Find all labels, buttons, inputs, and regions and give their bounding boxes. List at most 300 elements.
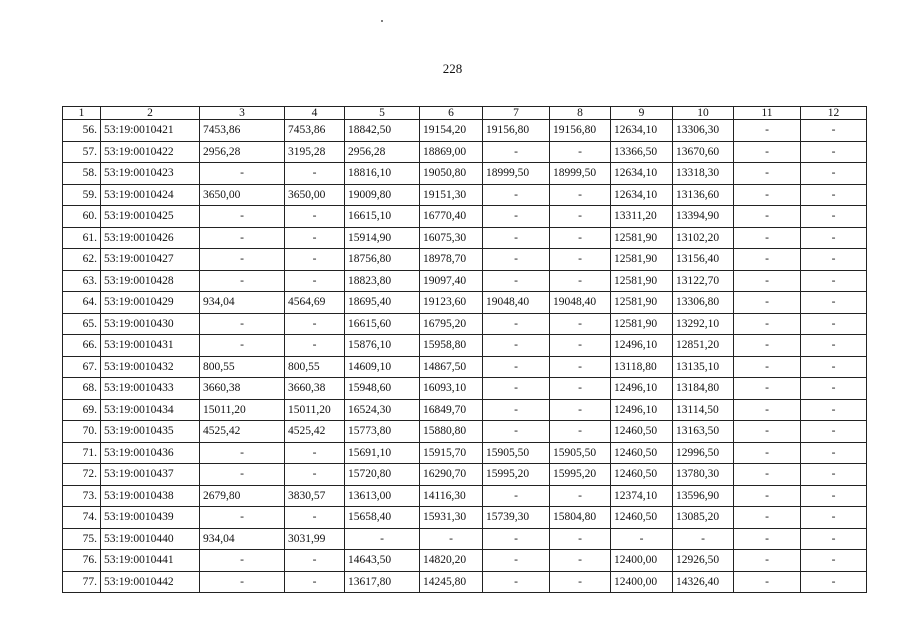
table-row [63, 313, 867, 335]
row-number-cell: 59. [63, 184, 101, 206]
value-cell: - [483, 528, 550, 550]
value-cell: - [200, 335, 285, 357]
table-row [63, 356, 867, 378]
value-cell: 12400,00 [611, 571, 673, 593]
value-cell: 13311,20 [611, 206, 673, 228]
value-cell: - [734, 120, 801, 142]
value-cell: - [483, 378, 550, 400]
value-cell: - [801, 120, 867, 142]
value-cell: 15876,10 [345, 335, 420, 357]
cadastral-number-cell: 53:19:0010430 [101, 313, 200, 335]
row-number-cell: 72. [63, 464, 101, 486]
value-cell: - [285, 206, 345, 228]
value-cell: - [200, 442, 285, 464]
data-table [62, 106, 867, 593]
value-cell: 15905,50 [550, 442, 611, 464]
value-cell: 15995,20 [483, 464, 550, 486]
value-cell: 16524,30 [345, 399, 420, 421]
table-row [63, 227, 867, 249]
row-number-cell: 65. [63, 313, 101, 335]
table-row [63, 141, 867, 163]
value-cell: - [483, 249, 550, 271]
value-cell: - [734, 249, 801, 271]
row-number-cell: 77. [63, 571, 101, 593]
value-cell: 13366,50 [611, 141, 673, 163]
column-header: 5 [345, 107, 420, 120]
value-cell: 19048,40 [483, 292, 550, 314]
value-cell: - [734, 571, 801, 593]
table-row [63, 507, 867, 529]
value-cell: 15804,80 [550, 507, 611, 529]
value-cell: - [734, 141, 801, 163]
row-number-cell: 69. [63, 399, 101, 421]
value-cell: 800,55 [200, 356, 285, 378]
cadastral-number-cell: 53:19:0010432 [101, 356, 200, 378]
row-number-cell: 61. [63, 227, 101, 249]
value-cell: 14245,80 [420, 571, 483, 593]
value-cell: 12460,50 [611, 464, 673, 486]
table-row [63, 270, 867, 292]
row-number-cell: 70. [63, 421, 101, 443]
column-header: 4 [285, 107, 345, 120]
value-cell: 12496,10 [611, 378, 673, 400]
value-cell: 19097,40 [420, 270, 483, 292]
table-row [63, 421, 867, 443]
value-cell: 19156,80 [483, 120, 550, 142]
value-cell: 12581,90 [611, 227, 673, 249]
value-cell: 12634,10 [611, 163, 673, 185]
row-number-cell: 64. [63, 292, 101, 314]
value-cell: - [285, 335, 345, 357]
value-cell: 12496,10 [611, 399, 673, 421]
value-cell: - [420, 528, 483, 550]
value-cell: - [801, 421, 867, 443]
value-cell: - [550, 378, 611, 400]
value-cell: 7453,86 [200, 120, 285, 142]
value-cell: - [611, 528, 673, 550]
value-cell: - [673, 528, 734, 550]
value-cell: 4525,42 [285, 421, 345, 443]
table-row [63, 335, 867, 357]
cadastral-number-cell: 53:19:0010437 [101, 464, 200, 486]
value-cell: 14820,20 [420, 550, 483, 572]
value-cell: 12460,50 [611, 507, 673, 529]
value-cell: - [801, 528, 867, 550]
value-cell: - [801, 249, 867, 271]
value-cell: 12460,50 [611, 421, 673, 443]
value-cell: 15011,20 [285, 399, 345, 421]
cadastral-number-cell: 53:19:0010438 [101, 485, 200, 507]
cadastral-number-cell: 53:19:0010428 [101, 270, 200, 292]
value-cell: 12581,90 [611, 249, 673, 271]
value-cell: 4564,69 [285, 292, 345, 314]
cadastral-number-cell: 53:19:0010442 [101, 571, 200, 593]
cadastral-number-cell: 53:19:0010436 [101, 442, 200, 464]
value-cell: - [550, 184, 611, 206]
table-row [63, 163, 867, 185]
value-cell: - [734, 528, 801, 550]
value-cell: 2956,28 [200, 141, 285, 163]
value-cell: - [734, 335, 801, 357]
value-cell: - [345, 528, 420, 550]
value-cell: 13085,20 [673, 507, 734, 529]
value-cell: 19009,80 [345, 184, 420, 206]
cadastral-number-cell: 53:19:0010433 [101, 378, 200, 400]
value-cell: 15720,80 [345, 464, 420, 486]
value-cell: - [734, 206, 801, 228]
value-cell: - [734, 313, 801, 335]
value-cell: - [801, 227, 867, 249]
value-cell: 15915,70 [420, 442, 483, 464]
value-cell: - [734, 442, 801, 464]
cadastral-number-cell: 53:19:0010425 [101, 206, 200, 228]
value-cell: - [801, 356, 867, 378]
value-cell: 13136,60 [673, 184, 734, 206]
column-header: 6 [420, 107, 483, 120]
value-cell: 12374,10 [611, 485, 673, 507]
value-cell: - [801, 464, 867, 486]
value-cell: - [550, 399, 611, 421]
cadastral-number-cell: 53:19:0010441 [101, 550, 200, 572]
value-cell: - [285, 270, 345, 292]
value-cell: - [801, 378, 867, 400]
value-cell: 19151,30 [420, 184, 483, 206]
cadastral-number-cell: 53:19:0010424 [101, 184, 200, 206]
table-row [63, 528, 867, 550]
value-cell: - [801, 313, 867, 335]
value-cell: 13780,30 [673, 464, 734, 486]
value-cell: 12581,90 [611, 270, 673, 292]
value-cell: 15931,30 [420, 507, 483, 529]
column-header: 2 [101, 107, 200, 120]
value-cell: - [200, 227, 285, 249]
value-cell: - [801, 184, 867, 206]
value-cell: 19050,80 [420, 163, 483, 185]
column-header: 3 [200, 107, 285, 120]
value-cell: 13156,40 [673, 249, 734, 271]
table-row [63, 292, 867, 314]
column-header: 11 [734, 107, 801, 120]
value-cell: 15958,80 [420, 335, 483, 357]
value-cell: 18695,40 [345, 292, 420, 314]
value-cell: 13102,20 [673, 227, 734, 249]
value-cell: - [483, 141, 550, 163]
value-cell: - [483, 571, 550, 593]
table-row [63, 399, 867, 421]
value-cell: 18756,80 [345, 249, 420, 271]
value-cell: 12460,50 [611, 442, 673, 464]
table-row [63, 571, 867, 593]
value-cell: 15658,40 [345, 507, 420, 529]
value-cell: - [285, 571, 345, 593]
value-cell: 18869,00 [420, 141, 483, 163]
value-cell: 3650,00 [200, 184, 285, 206]
value-cell: - [801, 442, 867, 464]
value-cell: 18978,70 [420, 249, 483, 271]
value-cell: 15773,80 [345, 421, 420, 443]
value-cell: - [483, 356, 550, 378]
value-cell: - [285, 163, 345, 185]
cadastral-number-cell: 53:19:0010431 [101, 335, 200, 357]
value-cell: - [801, 485, 867, 507]
value-cell: 12634,10 [611, 120, 673, 142]
value-cell: - [200, 313, 285, 335]
value-cell: - [734, 227, 801, 249]
cadastral-number-cell: 53:19:0010427 [101, 249, 200, 271]
value-cell: 18842,50 [345, 120, 420, 142]
value-cell: - [734, 184, 801, 206]
value-cell: 2956,28 [345, 141, 420, 163]
value-cell: 12581,90 [611, 292, 673, 314]
value-cell: - [483, 313, 550, 335]
value-cell: 2679,80 [200, 485, 285, 507]
value-cell: 15739,30 [483, 507, 550, 529]
table-row [63, 184, 867, 206]
value-cell: - [200, 507, 285, 529]
value-cell: 15948,60 [345, 378, 420, 400]
value-cell: 16290,70 [420, 464, 483, 486]
value-cell: 18816,10 [345, 163, 420, 185]
value-cell: - [801, 292, 867, 314]
value-cell: 18999,50 [483, 163, 550, 185]
value-cell: - [285, 227, 345, 249]
cadastral-number-cell: 53:19:0010421 [101, 120, 200, 142]
value-cell: 13163,50 [673, 421, 734, 443]
value-cell: 14867,50 [420, 356, 483, 378]
value-cell: - [285, 507, 345, 529]
value-cell: - [801, 335, 867, 357]
value-cell: - [734, 270, 801, 292]
value-cell: 12581,90 [611, 313, 673, 335]
row-number-cell: 66. [63, 335, 101, 357]
value-cell: 15905,50 [483, 442, 550, 464]
value-cell: 16075,30 [420, 227, 483, 249]
cadastral-number-cell: 53:19:0010422 [101, 141, 200, 163]
value-cell: - [550, 356, 611, 378]
table-row [63, 120, 867, 142]
value-cell: 3650,00 [285, 184, 345, 206]
row-number-cell: 56. [63, 120, 101, 142]
value-cell: - [550, 335, 611, 357]
row-number-cell: 60. [63, 206, 101, 228]
cadastral-number-cell: 53:19:0010429 [101, 292, 200, 314]
row-number-cell: 58. [63, 163, 101, 185]
column-header: 9 [611, 107, 673, 120]
row-number-cell: 71. [63, 442, 101, 464]
value-cell: - [550, 313, 611, 335]
value-cell: 15880,80 [420, 421, 483, 443]
value-cell: - [734, 378, 801, 400]
value-cell: - [483, 421, 550, 443]
value-cell: 13617,80 [345, 571, 420, 593]
cadastral-number-cell: 53:19:0010439 [101, 507, 200, 529]
value-cell: - [483, 485, 550, 507]
value-cell: 12634,10 [611, 184, 673, 206]
value-cell: - [801, 206, 867, 228]
value-cell: 12851,20 [673, 335, 734, 357]
table-row [63, 378, 867, 400]
value-cell: - [200, 464, 285, 486]
value-cell: - [801, 399, 867, 421]
row-number-cell: 74. [63, 507, 101, 529]
value-cell: - [483, 550, 550, 572]
value-cell: 18999,50 [550, 163, 611, 185]
cadastral-number-cell: 53:19:0010426 [101, 227, 200, 249]
table-row [63, 550, 867, 572]
column-header: 12 [801, 107, 867, 120]
value-cell: - [200, 163, 285, 185]
value-cell: - [550, 227, 611, 249]
row-number-cell: 76. [63, 550, 101, 572]
scan-speck [381, 20, 383, 22]
value-cell: 16849,70 [420, 399, 483, 421]
value-cell: - [801, 571, 867, 593]
value-cell: 15691,10 [345, 442, 420, 464]
column-header: 8 [550, 107, 611, 120]
value-cell: 13122,70 [673, 270, 734, 292]
table-row [63, 249, 867, 271]
value-cell: - [734, 163, 801, 185]
value-cell: 19154,20 [420, 120, 483, 142]
value-cell: 15914,90 [345, 227, 420, 249]
value-cell: - [200, 270, 285, 292]
value-cell: - [483, 184, 550, 206]
cadastral-number-cell: 53:19:0010435 [101, 421, 200, 443]
column-header: 1 [63, 107, 101, 120]
table-row [63, 442, 867, 464]
value-cell: 3660,38 [285, 378, 345, 400]
value-cell: - [550, 485, 611, 507]
value-cell: 13318,30 [673, 163, 734, 185]
value-cell: 3830,57 [285, 485, 345, 507]
value-cell: - [483, 270, 550, 292]
value-cell: - [801, 507, 867, 529]
value-cell: 13292,10 [673, 313, 734, 335]
value-cell: 14643,50 [345, 550, 420, 572]
value-cell: - [734, 292, 801, 314]
value-cell: - [734, 550, 801, 572]
value-cell: 7453,86 [285, 120, 345, 142]
value-cell: - [550, 421, 611, 443]
value-cell: 15995,20 [550, 464, 611, 486]
value-cell: - [734, 464, 801, 486]
row-number-cell: 57. [63, 141, 101, 163]
value-cell: 934,04 [200, 292, 285, 314]
value-cell: - [734, 399, 801, 421]
value-cell: 14609,10 [345, 356, 420, 378]
value-cell: 19156,80 [550, 120, 611, 142]
value-cell: - [801, 163, 867, 185]
value-cell: 16615,10 [345, 206, 420, 228]
value-cell: 16795,20 [420, 313, 483, 335]
value-cell: - [285, 313, 345, 335]
value-cell: - [550, 528, 611, 550]
row-number-cell: 75. [63, 528, 101, 550]
table-row [63, 464, 867, 486]
value-cell: - [801, 550, 867, 572]
value-cell: - [550, 550, 611, 572]
value-cell: - [801, 270, 867, 292]
row-number-cell: 68. [63, 378, 101, 400]
value-cell: - [734, 507, 801, 529]
value-cell: - [285, 464, 345, 486]
value-cell: - [734, 421, 801, 443]
value-cell: - [200, 571, 285, 593]
value-cell: - [801, 141, 867, 163]
table-row [63, 485, 867, 507]
value-cell: - [200, 206, 285, 228]
value-cell: 12926,50 [673, 550, 734, 572]
value-cell: - [285, 550, 345, 572]
value-cell: - [483, 206, 550, 228]
table-row [63, 206, 867, 228]
value-cell: 13184,80 [673, 378, 734, 400]
value-cell: 16615,60 [345, 313, 420, 335]
value-cell: 13306,80 [673, 292, 734, 314]
value-cell: 13613,00 [345, 485, 420, 507]
value-cell: - [200, 550, 285, 572]
value-cell: 12496,10 [611, 335, 673, 357]
column-header: 7 [483, 107, 550, 120]
value-cell: 3660,38 [200, 378, 285, 400]
value-cell: 13670,60 [673, 141, 734, 163]
value-cell: 16093,10 [420, 378, 483, 400]
value-cell: - [550, 571, 611, 593]
cadastral-number-cell: 53:19:0010423 [101, 163, 200, 185]
value-cell: - [483, 399, 550, 421]
value-cell: - [285, 249, 345, 271]
cadastral-number-cell: 53:19:0010434 [101, 399, 200, 421]
value-cell: 19048,40 [550, 292, 611, 314]
value-cell: 13306,30 [673, 120, 734, 142]
value-cell: 934,04 [200, 528, 285, 550]
value-cell: 4525,42 [200, 421, 285, 443]
value-cell: 3031,99 [285, 528, 345, 550]
row-number-cell: 63. [63, 270, 101, 292]
row-number-cell: 62. [63, 249, 101, 271]
value-cell: - [200, 249, 285, 271]
value-cell: - [285, 442, 345, 464]
value-cell: 12400,00 [611, 550, 673, 572]
value-cell: 13135,10 [673, 356, 734, 378]
value-cell: 12996,50 [673, 442, 734, 464]
value-cell: - [550, 206, 611, 228]
value-cell: - [734, 485, 801, 507]
table-header-row [63, 107, 867, 120]
value-cell: 13394,90 [673, 206, 734, 228]
value-cell: 18823,80 [345, 270, 420, 292]
row-number-cell: 67. [63, 356, 101, 378]
value-cell: 3195,28 [285, 141, 345, 163]
value-cell: - [550, 249, 611, 271]
row-number-cell: 73. [63, 485, 101, 507]
value-cell: - [483, 335, 550, 357]
value-cell: 19123,60 [420, 292, 483, 314]
cadastral-number-cell: 53:19:0010440 [101, 528, 200, 550]
value-cell: - [483, 227, 550, 249]
value-cell: 16770,40 [420, 206, 483, 228]
value-cell: 14326,40 [673, 571, 734, 593]
column-header: 10 [673, 107, 734, 120]
value-cell: 14116,30 [420, 485, 483, 507]
value-cell: 13114,50 [673, 399, 734, 421]
value-cell: 15011,20 [200, 399, 285, 421]
value-cell: 13596,90 [673, 485, 734, 507]
value-cell: 800,55 [285, 356, 345, 378]
value-cell: - [734, 356, 801, 378]
value-cell: - [550, 141, 611, 163]
page-number: 228 [442, 61, 463, 76]
